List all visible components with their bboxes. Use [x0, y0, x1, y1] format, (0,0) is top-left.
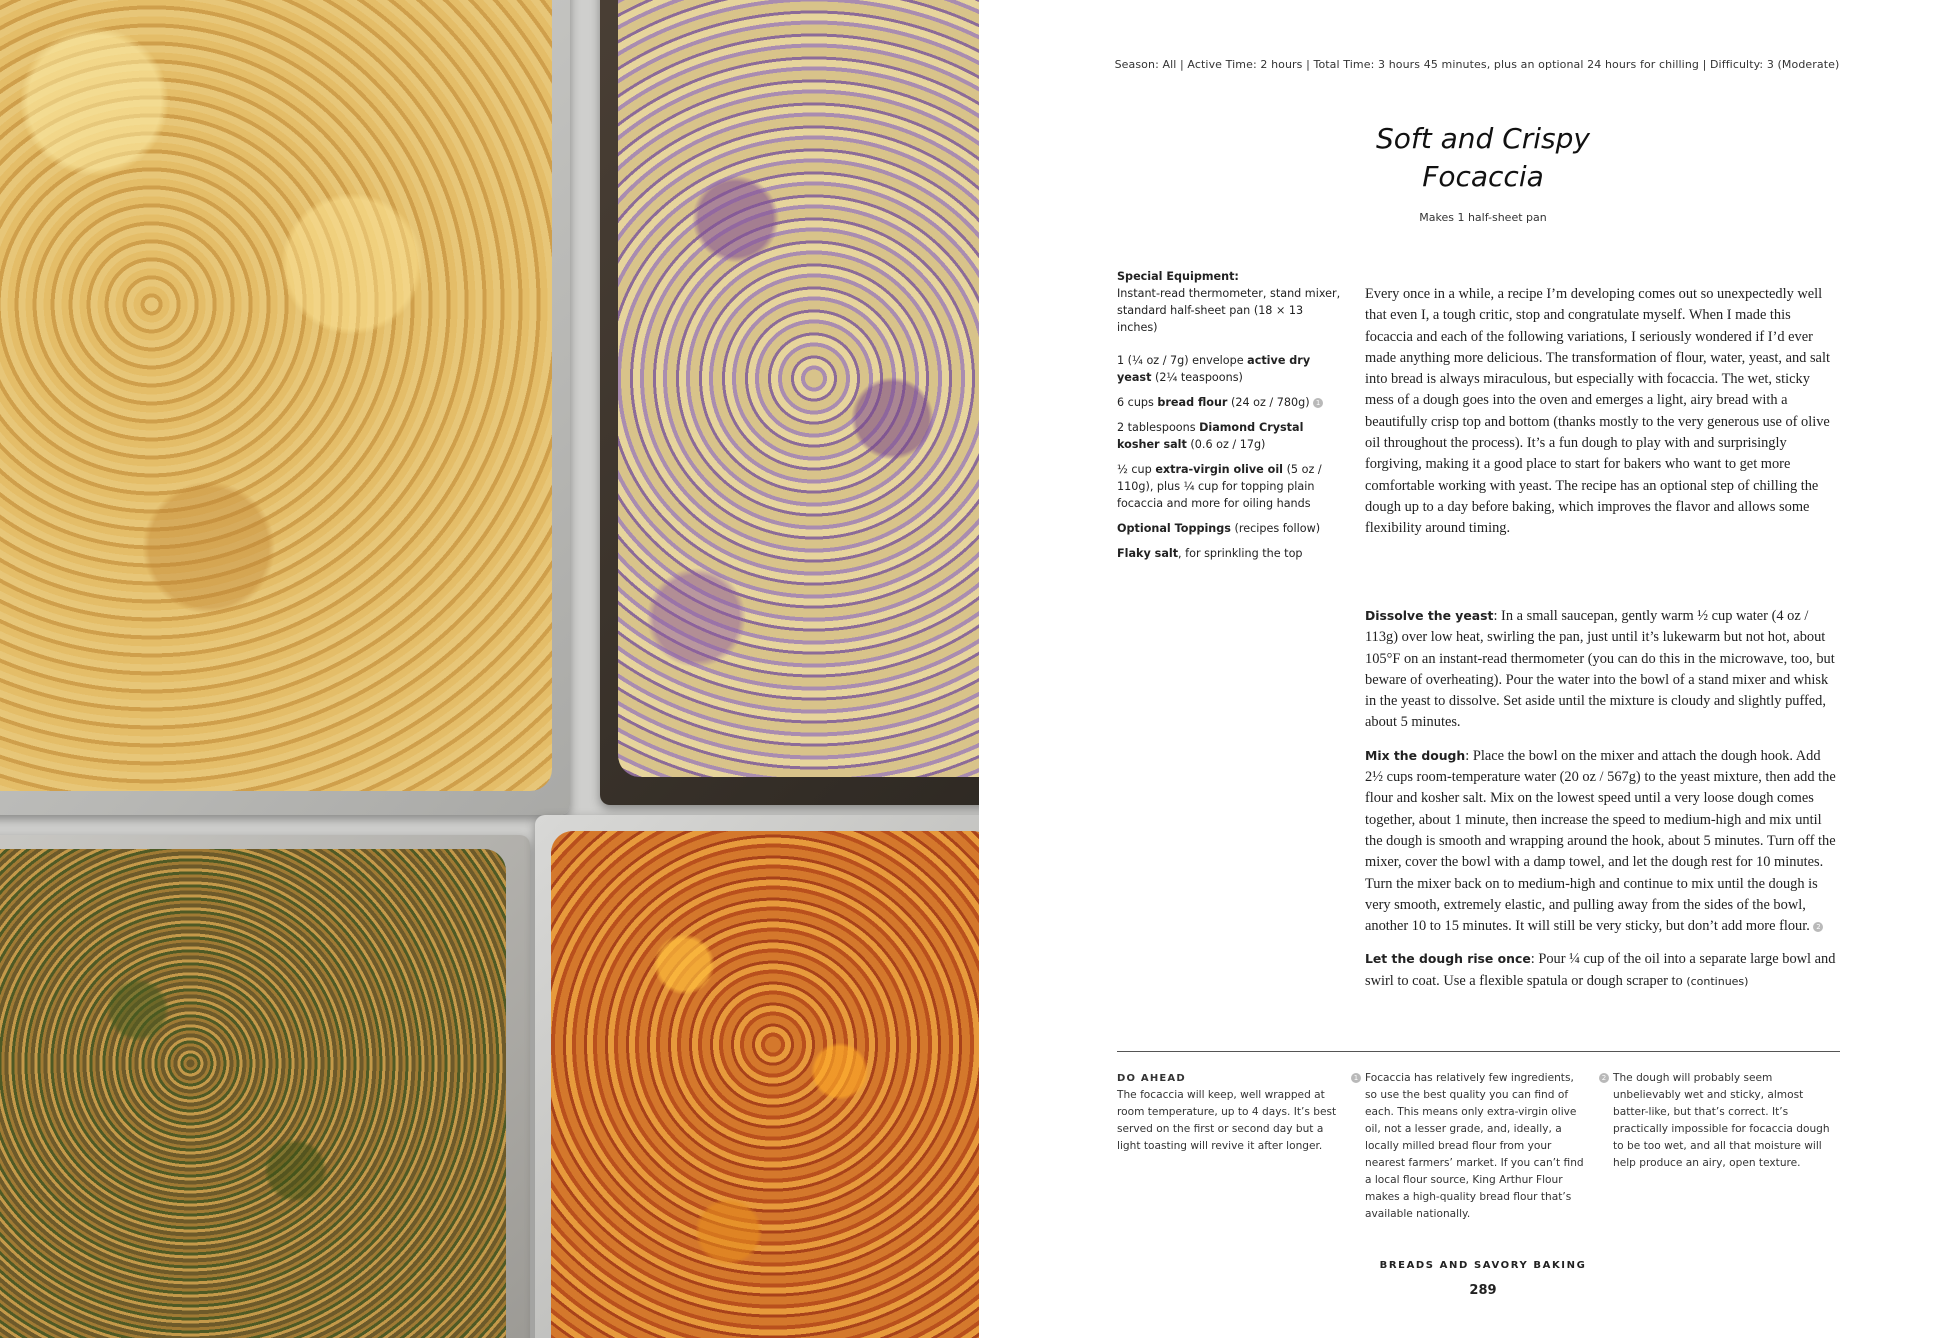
step-text: : Place the bowl on the mixer and attach the dough hook. Add 2½ cups room-temperature water (20 oz / 567g) to the yeast mixture, then add the flour and kosher salt. Mix on the lowest speed until a very loose dough comes together, about 1 minute, then increase the speed to medium-high and mix until the dough is smooth and wrapping around the hook, about 5 minutes. Turn off the mixer, cover the bowl with a damp towel, and let the dough rest for 10 minutes. Turn the mixer back on to medium-high and continue to mix until the dough is very smooth, extremely elastic, and pulling away from the sides of the bowl, another 10 to 15 minutes. It will still be very sticky, but don’t add more flour. — [1365, 747, 1836, 935]
section-name: BREADS AND SAVORY BAKING — [1379, 1260, 1587, 1271]
footnote-marker: 2 — [1813, 922, 1823, 932]
pan-tomato-focaccia — [535, 815, 979, 1338]
herb-focaccia — [0, 849, 506, 1338]
ingredient-item — [1117, 545, 1342, 562]
pan-rosemary-focaccia — [0, 0, 570, 815]
ingredient-item — [1117, 352, 1342, 386]
page-number: 289 — [1469, 1283, 1497, 1298]
ingredient-item — [1117, 520, 1342, 537]
footnote-2-marker: 2 — [1599, 1073, 1609, 1083]
step-heading: Dissolve the yeast — [1365, 608, 1494, 623]
step-heading: Let the dough rise once — [1365, 951, 1531, 967]
ingredient-detail: (2¼ teaspoons) — [1151, 371, 1243, 384]
method-step — [1365, 605, 1840, 734]
method-step — [1365, 948, 1840, 992]
ingredient-amount: 1 (¼ oz / 7g) envelope — [1117, 354, 1248, 367]
tomato-focaccia — [551, 831, 979, 1338]
ingredient-detail: , for sprinkling the top — [1178, 547, 1303, 560]
ingredient-amount: 2 tablespoons — [1117, 421, 1200, 434]
ingredient-name: active dry yeast — [1117, 354, 1311, 384]
continues-label: (continues) — [1686, 974, 1749, 988]
footnote-2 — [1601, 1070, 1838, 1172]
footnote-1-marker: 1 — [1351, 1073, 1361, 1083]
ingredient-amount: 6 cups — [1117, 396, 1158, 409]
title-line-2: Focaccia — [1422, 160, 1544, 193]
footnote-1-text: Focaccia has relatively few ingredients, so use the best quality you can find of each. This means only extra-virgin olive oil, not a lesser grade, and, ideally, a locally milled bread flour from your nearest farmers’ market. If you can’t find a local flour source, King Arthur Flour makes a high-quality bread flour that’s available nationally. — [1365, 1072, 1584, 1220]
ingredient-detail: (24 oz / 780g) — [1227, 396, 1310, 409]
ingredient-name: Flaky salt — [1117, 547, 1179, 560]
equipment-heading: Special Equipment: — [1117, 270, 1239, 283]
ingredient-list — [1117, 352, 1342, 562]
ingredient-item — [1117, 461, 1342, 512]
footnote-2-text: The dough will probably seem unbelievably wet and sticky, almost batter-like, but that’s correct. It’s practically impossible for focaccia dough to be too wet, and all that moisture will help produce an airy, open texture. — [1613, 1072, 1830, 1169]
footnote-divider — [1117, 1051, 1840, 1052]
step-text: : Pour ¼ cup of the oil into a separate large bowl and swirl to coat. Use a flexible spatula or dough scraper to — [1365, 951, 1836, 989]
do-ahead-text: The focaccia will keep, well wrapped at room temperature, up to 4 days. It’s best served on the first or second day but a light toasting will revive it after longer. — [1117, 1089, 1337, 1152]
potato-focaccia — [618, 0, 979, 777]
method-step — [1365, 745, 1840, 938]
recipe-meta: Season: All | Active Time: 2 hours | Total Time: 3 hours 45 minutes, plus an optional 24 hours for chilling | Difficulty: 3 (Moderate) — [1114, 58, 1840, 71]
ingredient-item — [1117, 419, 1342, 453]
ingredients-column — [1117, 268, 1342, 570]
ingredient-detail: (5 oz / 110g), plus ¼ cup for topping plain focaccia and more for oiling hands — [1117, 463, 1322, 510]
title-line-1: Soft and Crispy — [1376, 122, 1590, 155]
ingredient-detail: (recipes follow) — [1230, 522, 1321, 535]
ingredient-name: extra-virgin olive oil — [1155, 463, 1284, 476]
pan-herb-focaccia — [0, 835, 530, 1338]
ingredient-name: bread flour — [1157, 396, 1228, 409]
recipe-title — [1260, 120, 1706, 196]
footnote-1 — [1353, 1070, 1585, 1223]
do-ahead-label: DO AHEAD — [1117, 1073, 1186, 1084]
step-text: : In a small saucepan, gently warm ½ cup water (4 oz / 113g) over low heat, swirling the pan, just until it’s lukewarm but not hot, about 105°F on an instant-read thermometer (you can do this in the microwave, too, but beware of overheating). Pour the water into the bowl of a stand mixer and whisk in the yeast to dissolve. Set aside until the mixture is cloudy and slightly puffed, about 5 minutes. — [1365, 608, 1835, 731]
footnote-marker: 1 — [1313, 398, 1323, 408]
ingredient-item — [1117, 394, 1342, 411]
ingredient-amount: ½ cup — [1117, 463, 1156, 476]
ingredient-detail: (0.6 oz / 17g) — [1186, 438, 1266, 451]
rosemary-focaccia — [0, 0, 552, 791]
equipment-text: Instant-read thermometer, stand mixer, standard half-sheet pan (18 × 13 inches) — [1117, 287, 1341, 334]
method-steps — [1365, 605, 1840, 1003]
pan-potato-focaccia — [600, 0, 979, 805]
step-heading: Mix the dough — [1365, 747, 1466, 763]
ingredient-name: Optional Toppings — [1117, 522, 1231, 535]
intro-paragraph: Every once in a while, a recipe I’m developing comes out so unexpectedly well that even I, a tough critic, stop and congratulate myself. When I made this focaccia and each of the following variations, I seriously wondered if I’d ever made anything more delicious. The transformation of flour, water, yeast, and salt into bread is always miraculous, but especially with focaccia. The wet, sticky mess of a dough goes into the oven and emerges a light, airy bread with a beautifully crisp top and bottom (thanks mostly to the very generous use of olive oil throughout the process). It’s a fun dough to play with and surprisingly forgiving, making it a good place to start for bakers who want to get more comfortable working with yeast. The recipe has an optional step of chilling the dough up to a day before baking, which improves the flavor and allows some flexibility around timing. — [1365, 286, 1830, 537]
do-ahead-note — [1117, 1070, 1342, 1155]
ingredient-name: Diamond Crystal kosher salt — [1117, 421, 1304, 451]
recipe-yield: Makes 1 half-sheet pan — [1419, 211, 1547, 224]
